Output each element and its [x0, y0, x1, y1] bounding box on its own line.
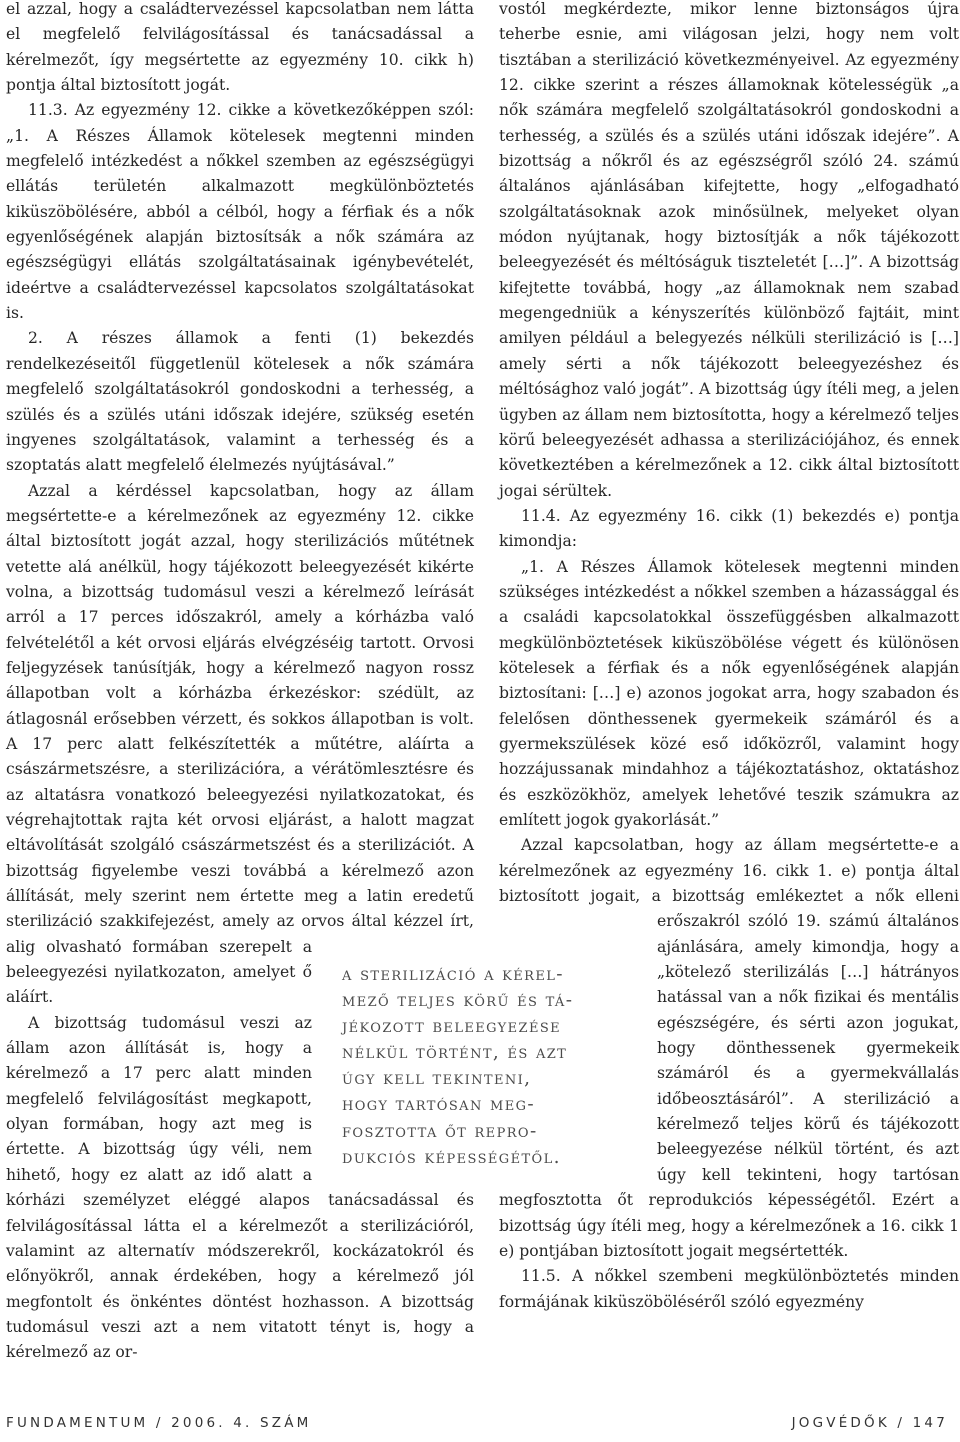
paragraph: Azzal a kérdéssel kapcsolatban, hogy az állam megsértette-e a kérelmezőnek az egyezmény 12. cikke által biztosított jogát azzal, hogy sterilizációs műtétnek vetette alá anélkül, hogy tájékozott beleegyezését kikérte volna, a bizottság tudomásul veszi a kérelmező leírását arról a 17 perces időszakról, amely a kórházba való felvételétől a két orvosi eljárás elvégzéséig tartott. Orvosi feljegyzések tanúsítják, hogy a kérelmező nagyon rossz állapotban volt a kórházba érkezéskor: szédült, az átlagosnál erősebben vérzett, és sokkos állapotban is volt. A 17 perc alatt felkészítették a műtétre, aláírta a császármetszésre, a sterilizációra, a vérátömlesztésre és az altatásra vonatkozó beleegyezési nyilatkozatokat, és végrehajtottak rajta két orvosi eljárást, a halott magzat eltávolítását szolgáló császármetszést és a sterilizációt. A bizottság figyelembe veszi továbbá a kérelmező azon állítását, mely szerint nem értette meg a latin eredetű sterilizáció szakkifejezést, amely az orvos által kézzel írt, alig olvasható formában szerepelt a beleegyezési nyilatkozaton, amelyet ő aláírt. — [6, 481, 474, 1007]
paragraph: Azzal kapcsolatban, hogy az állam megsértette-e a kérelmezőnek az egyezmény 16. cikk 1. e) pontja által biztosított jogait, a bizottság emlékeztet a nők elleni erőszakról szóló 19. számú általános ajánlására, amely kimondja, hogy a „kötelező sterilizálás […] hátrányos hatással van a nők fizikai és mentális egészségére, és sérti azon jogukat, hogy dönthessenek gyermekeik számáról és a gyermekvállalás időbeosztásáról”. A sterilizáció a kérelmező teljes körű és tájékozott beleegyezése nélkül történt, és azt úgy kell tekinteni, hogy tartósan megfosztotta őt reprodukciós képességétől. Ezért a bizottság úgy ítéli meg, hogy a kérelmezőnek a 16. cikk 1 e) pontjában biztosított jogait megsértették. — [499, 836, 959, 1260]
pull-quote-line: fosztotta őt repro- — [342, 1120, 538, 1142]
pull-quote-line: a sterilizáció a kérel- — [342, 964, 564, 985]
paragraph: vostól megkérdezte, mikor lenne biztonságos újra teherbe esnie, ami világosan jelzi, hogy nem volt tisztában a sterilizáció következményeivel. Az egyezmény 12. cikke szerint a részes államoknak kötelességük „a nők számára megfelelő szolgáltatásokról gondoskodni a terhesség, a szülés és a szülés utáni időszak idejére”. A bizottság a nőkről és az egészségről szóló 24. számú általános ajánlásában kifejtette, hogy „elfogadható szolgáltatásoknak azok minősülnek, melyeket olyan módon nyújtanak, hogy biztosítják a nők tájékozott beleegyezését és méltóságuk tiszteletét […]”. A bizottság kifejtette továbbá, hogy „az államoknak nem szabad megengedniük a kényszerítés különböző fajtáit, mint amilyen például a belegyezés nélküli sterilizáció is […] amely sérti a nők tájékozott beleegyezéshez és méltósághoz való jogát”. A bizottság úgy ítéli meg, a jelen ügyben az állam nem biztosította, hogy a kérelmező teljes körű beleegyezését adhassa a sterilizációjához, és ennek következtében a kérelmezőnek a 12. cikk által biztosított jogai sérültek. — [499, 0, 959, 500]
pull-quote-line: úgy kell tekinteni, — [342, 1068, 532, 1090]
pull-quote-line: mező teljes körű és tá- — [342, 990, 574, 1012]
paragraph: 2. A részes államok a fenti (1) bekezdés rendelkezéseitől függetlenül kötelesek a nők számára megfelelő szolgáltatásokról gondoskodni a terhesség, a szülés és a szülés utáni időszak idejére, szükség esetén ingyenes szolgáltatások, valamint a terhesség és a szoptatás alatt megfelelő élelmezés nyújtásával.” — [6, 329, 474, 475]
pull-quote — [342, 962, 632, 1171]
footer-page-number: JOGVÉDŐK / 147 — [791, 1415, 948, 1431]
paragraph: 11.5. A nőkkel szembeni megkülönböztetés minden formájának kiküszöböléséről szóló egyezmény — [499, 1267, 959, 1311]
pull-quote-line: dukciós képességétől. — [342, 1146, 561, 1168]
pull-quote-line: nélkül történt, és azt — [342, 1042, 568, 1064]
paragraph: el azzal, hogy a családtervezéssel kapcsolatban nem látta el megfelelő felvilágosítással és tanácsadással a kérelmezőt, így megsértette az egyezmény 10. cikk h) pontja által biztosított jogát. — [6, 0, 474, 95]
paragraph: A bizottság tudomásul veszi az állam azon állítását is, hogy a kérelmező a 17 perc alatt minden megfelelő felvilágosítást megkapott, olyan formában, hogy azt meg is értette. A bizottság úgy véli, nem hihető, hogy ez alatt az idő alatt a kórházi személyzet eléggé alapos tanácsadással és felvilágosítással látta el a kérelmezőt a sterilizációról, valamint az alternatív módszerekről, kockázatokról és előnyökről, annak érdekében, hogy a kérelmező jól megfontolt és önkéntes döntést hozhasson. A bizottság tudomásul veszi azt a nem vitatott tényt is, hogy a kérelmező az or- — [6, 1013, 474, 1362]
paragraph: „1. A Részes Államok kötelesek megtenni minden szükséges intézkedést a nőkkel szemben a házassággal és a családi kapcsolatokkal összefüggésben alkalmazott megkülönböztetések kiküszöbölése végett és különösen kötelesek a férfiak és a nők egyenlőségének alapján biztosítani: […] e) azonos jogokat arra, hogy szabadon és felelősen dönthessenek gyermekeik számáról és a gyermekszülések közé eső időközről, valamint hogy hozzájussanak mindahhoz a tájékoztatáshoz, oktatáshoz és eszközökhöz, amelyek lehetővé teszik számukra az említett jogok gyakorlását.” — [499, 557, 960, 829]
pull-quote-line: jékozott beleegyezése — [342, 1016, 562, 1038]
paragraph: 11.4. Az egyezmény 16. cikk (1) bekezdés e) pontja kimondja: — [499, 506, 959, 551]
pull-quote-line: hogy tartósan meg- — [342, 1094, 536, 1116]
footer-publication: FUNDAMENTUM / 2006. 4. SZÁM — [6, 1415, 312, 1431]
paragraph: 11.3. Az egyezmény 12. cikke a következőképpen szól: „1. A Részes Államok kötelesek megtenni minden megfelelő intézkedést a nőkkel szemben az egészségügyi ellátás területén alkalmazott megkülönböztetés kiküszöbölésére, abból a célból, hogy a férfiak és a nők egyenlőségének alapján biztosítsák a nők számára az egészségügyi ellátás szolgáltatásainak igénybevételét, ideértve a családtervezéssel kapcsolatos szolgáltatásokat is. — [6, 101, 474, 323]
